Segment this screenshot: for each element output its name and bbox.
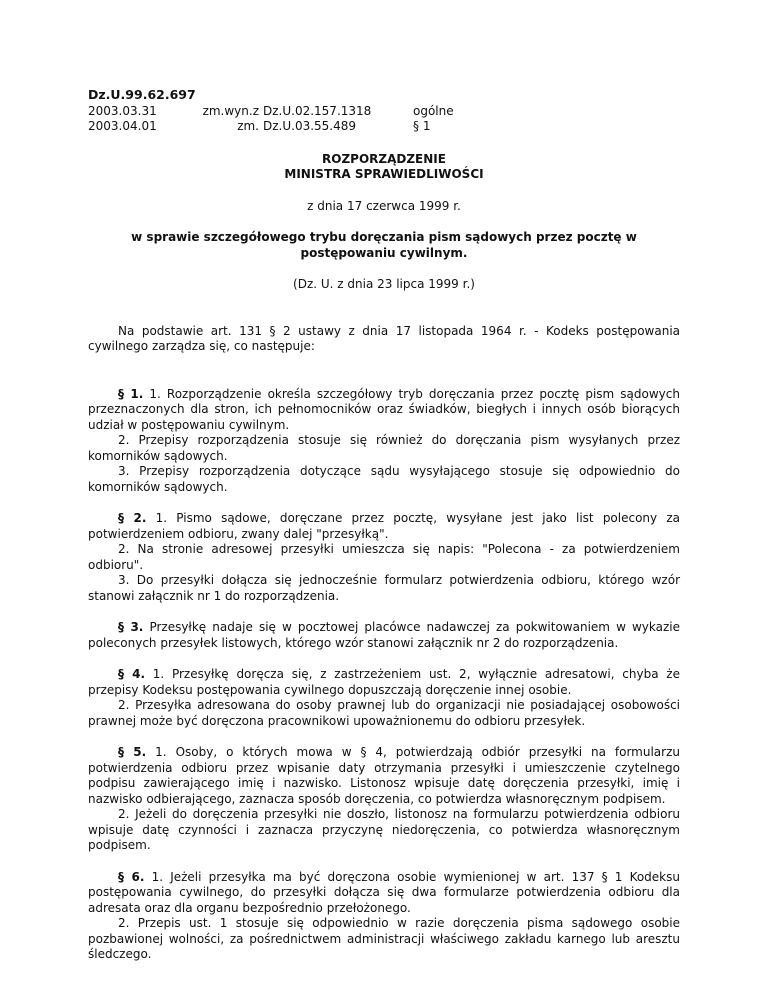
section-item-text: 2. Jeżeli do doręczenia przesyłki nie doszło, listonosz na formularzu potwierdzenia odbioru wpisuje datę czynności i zaznacza przyczynę niedoręczenia, co potwierdza własnoręcznym podpisem.: [88, 807, 680, 852]
section-label: § 5.: [118, 745, 147, 759]
section-item-text: 1. Jeżeli przesyłka ma być doręczona osobie wymienionej w art. 137 § 1 Kodeksu postępowania cywilnego, do przesyłki dołącza się dwa formularze potwierdzenia odbioru dla adresata oraz dla organu bezpośrednio przełożonego.: [88, 869, 680, 915]
amendment-date: 2003.04.01: [88, 119, 157, 133]
section: [88, 620, 680, 651]
act-publication: (Dz. U. z dnia 23 lipca 1999 r.): [293, 277, 475, 291]
section-item: [88, 916, 680, 963]
section: [88, 511, 680, 604]
section-label: § 6.: [118, 869, 145, 884]
section-item: [88, 620, 680, 651]
section-label: § 1.: [118, 386, 144, 401]
amendment-row: [88, 119, 680, 135]
legal-basis-intro: Na podstawie art. 131 § 2 ustawy z dnia 17 listopada 1964 r. - Kodeks postępowania cywilnego zarządza się, co następuje:: [88, 323, 680, 353]
section-item-text: Przesyłkę nadaje się w pocztowej placówce nadawczej za pokwitowaniem w wykazie poleconych przesyłek listowych, którego wzór stanowi załącznik nr 2 do rozporządzenia.: [88, 620, 680, 650]
amendment-ref: Dz.U.02.157.1318: [263, 103, 372, 118]
section: [88, 870, 680, 963]
section-item: [88, 745, 680, 807]
section-item-text: 1. Przesyłkę doręcza się, z zastrzeżeniem ust. 2, wyłącznie adresatowi, chyba że przepisy Kodeksu postępowania cywilnego dopuszczają doręczenie innej osobie.: [88, 667, 680, 697]
section-item-text: 2. Przepisy rozporządzenia stosuje się również do doręczania pism wysyłanych przez komorników sądowych.: [88, 433, 680, 463]
section: [88, 745, 680, 854]
amendment-ref: Dz.U.03.55.489: [263, 119, 357, 133]
section-item-text: 3. Przepisy rozporządzenia dotyczące sądu wysyłającego stosuje się odpowiednio do komorników sądowych.: [88, 464, 680, 494]
section-item: [88, 807, 680, 854]
section-item: [88, 698, 680, 729]
section-label: § 2.: [118, 511, 147, 525]
section-item: [88, 433, 680, 464]
act-type-line: ROZPORZĄDZENIE: [322, 151, 446, 166]
amendment-scope: ogólne: [413, 103, 454, 118]
section-item-text: 2. Na stronie adresowej przesyłki umieszcza się napis: "Polecona - za potwierdzeniem odbioru".: [88, 542, 680, 572]
section-item-text: 2. Przepis ust. 1 stosuje się odpowiednio w razie doręczenia pisma sądowego osobie pozbawionej wolności, za pośrednictwem administracji właściwego zakładu karnego lub aresztu śledczego.: [88, 916, 680, 961]
amendment-type: zm.: [237, 119, 259, 133]
act-subject: w sprawie szczegółowego trybu doręczania pism sądowych przez pocztę w postępowaniu cywilnym.: [131, 230, 637, 260]
section-item: [88, 667, 680, 698]
section-item-text: 1. Osoby, o których mowa w § 4, potwierdzają odbiór przesyłki na formularzu potwierdzenia odbioru przez wpisanie daty otrzymania przesyłki i umieszczenie czytelnego podpisu zawierającego imię i nazwisko. Listonosz wpisuje datę doręczenia przesyłki, imię i nazwisko odbierającego, zaznacza sposób doręczenia, co potwierdza własnoręcznym podpisem.: [88, 745, 680, 806]
section-item: [88, 573, 680, 604]
section-label: § 4.: [118, 667, 146, 681]
section-item: [88, 387, 680, 434]
amendment-date: 2003.03.31: [88, 103, 157, 118]
document-page: [88, 87, 680, 963]
act-type: [88, 152, 680, 183]
section: [88, 667, 680, 729]
document-code: Dz.U.99.62.697: [88, 87, 196, 102]
section: [88, 387, 680, 496]
section-label: § 3.: [118, 620, 144, 634]
section-item: [88, 511, 680, 542]
section-item: [88, 464, 680, 495]
section-item: [88, 870, 680, 917]
amendment-scope: § 1: [413, 119, 431, 133]
act-date: z dnia 17 czerwca 1999 r.: [307, 198, 461, 213]
sections-container: [88, 387, 680, 963]
section-item: [88, 542, 680, 573]
section-item-text: 3. Do przesyłki dołącza się jednocześnie formularz potwierdzenia odbioru, którego wzór stanowi załącznik nr 1 do rozporządzenia.: [88, 573, 680, 603]
amendment-type: zm.wyn.z: [202, 103, 259, 118]
amendment-row: [88, 104, 680, 120]
act-issuer-line: MINISTRA SPRAWIEDLIWOŚCI: [284, 167, 484, 181]
section-item-text: 1. Rozporządzenie określa szczegółowy tryb doręczania przez pocztę pism sądowych przeznaczonych dla stron, ich pełnomocników oraz świadków, biegłych i innych osób biorących udział w postępowaniu cywilnym.: [88, 386, 680, 432]
section-item-text: 2. Przesyłka adresowana do osoby prawnej lub do organizacji nie posiadającej osobowości prawnej może być doręczona pracownikowi upoważnionemu do odbioru przesyłek.: [88, 698, 680, 728]
section-item-text: 1. Pismo sądowe, doręczane przez pocztę, wysyłane jest jako list polecony za potwierdzeniem odbioru, zwany dalej "przesyłką".: [88, 511, 680, 541]
